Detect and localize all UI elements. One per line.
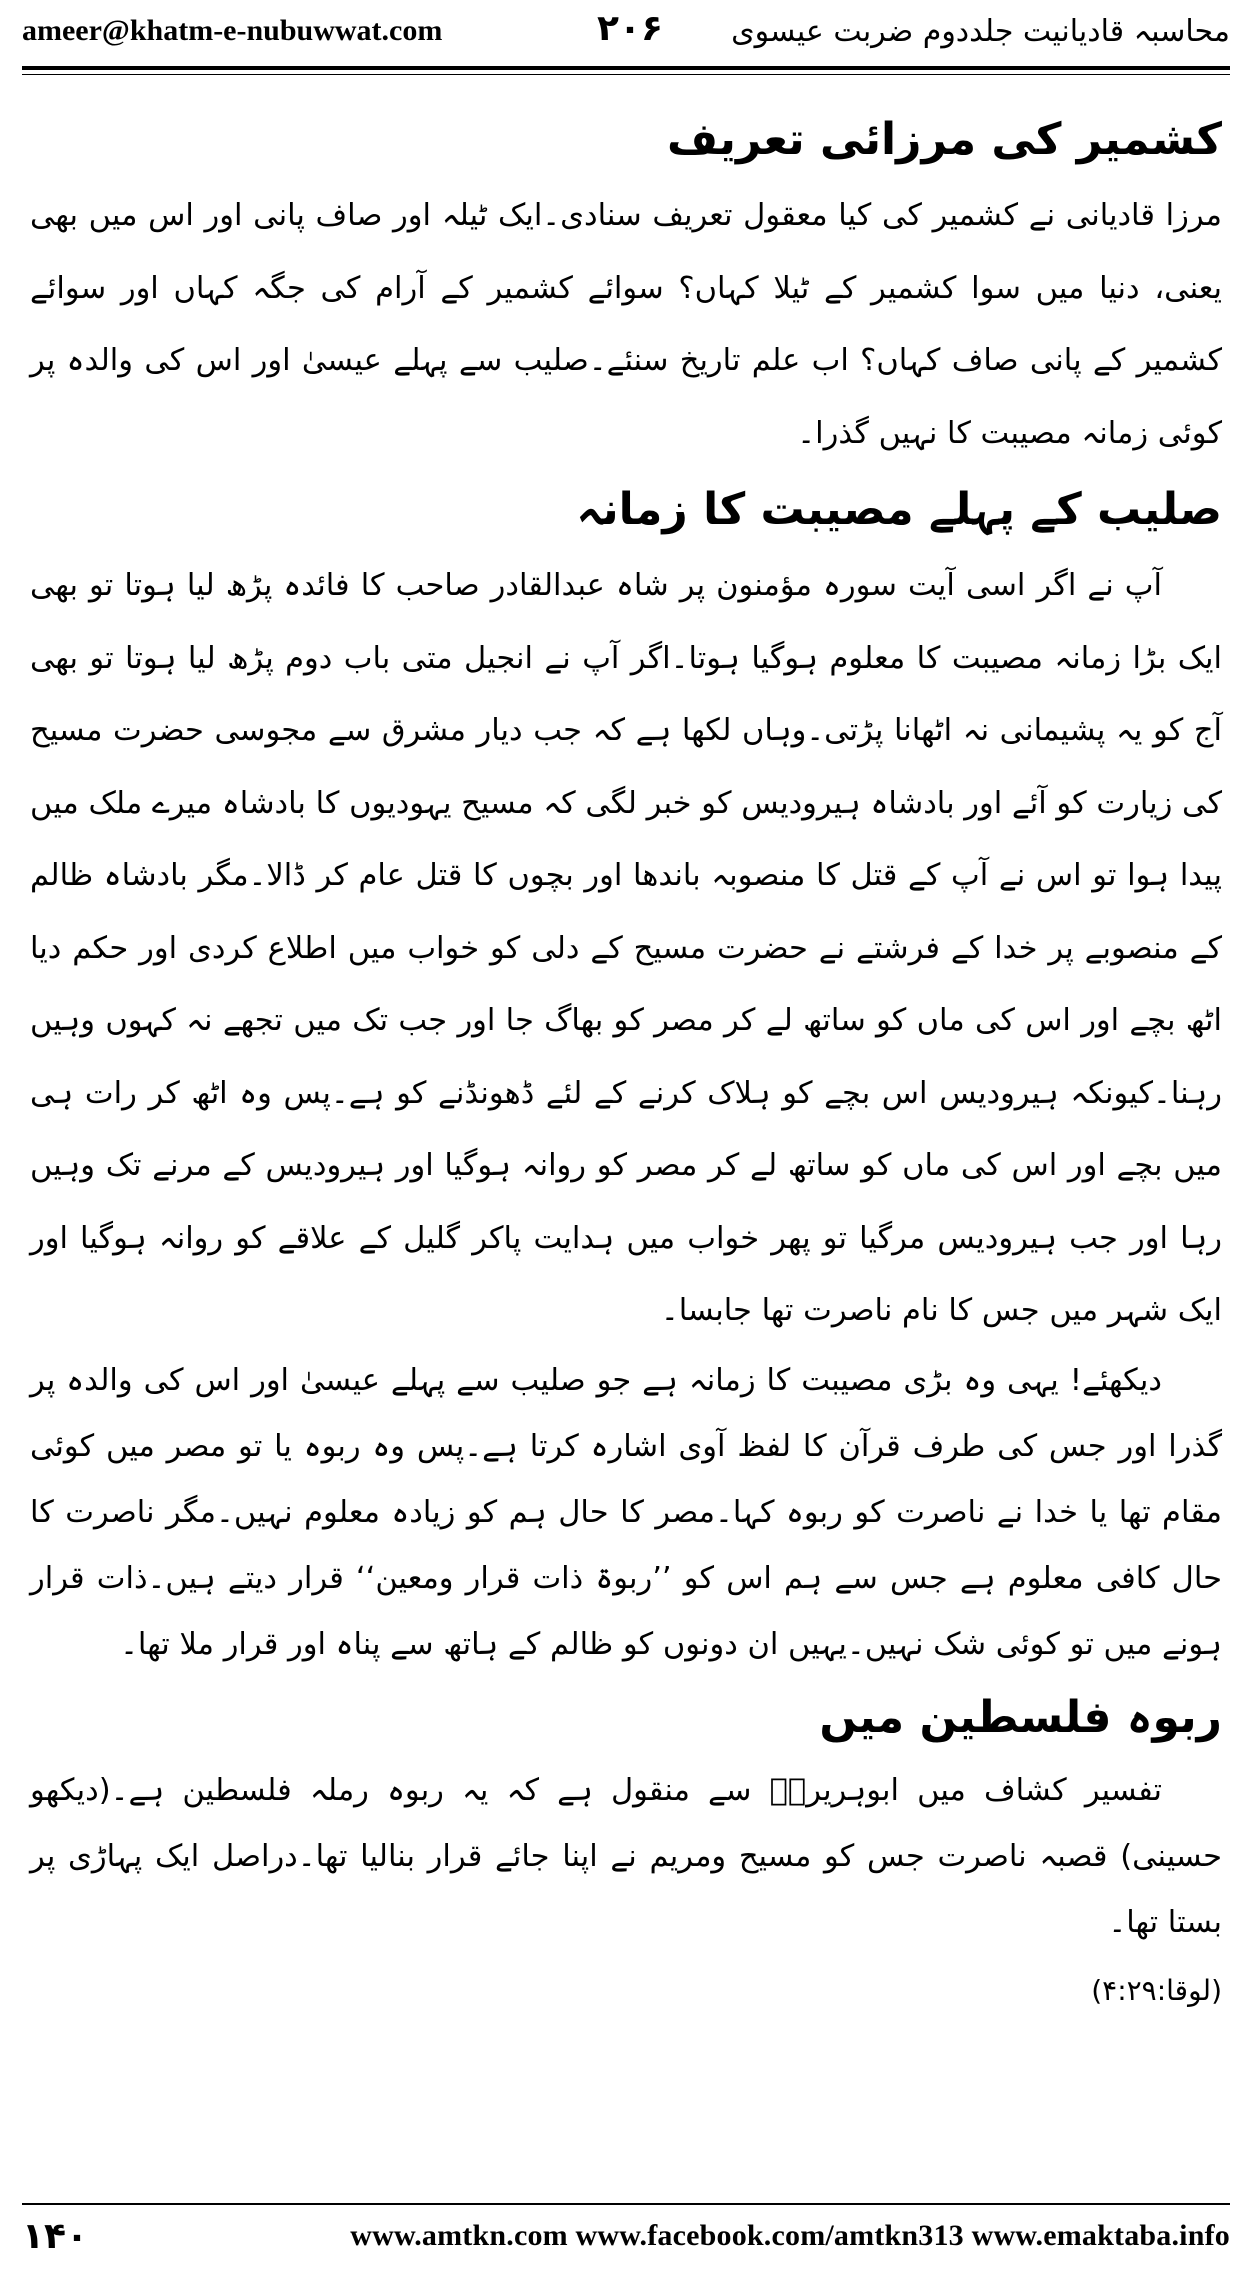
page-header <box>22 0 1230 62</box>
page-footer <box>22 2206 1230 2266</box>
paragraph-kashmir: مرزا قادیانی نے کشمیر کی کیا معقول تعریف سنادی۔ایک ٹیلہ اور صاف پانی اور اس میں بھی یعنی، دنیا میں سوا کشمیر کے ٹیلا کہاں؟ سوائے کشمیر کے آرام کی جگہ کہاں اور سوائے کشمیر کے پانی صاف کہاں؟ اب علم تاریخ سنئے۔صلیب سے پہلے عیسیٰ اور اس کی والدہ پر کوئی زمانہ مصیبت کا نہیں گذرا۔ <box>30 198 1222 451</box>
header-book-title: محاسبہ قادیانیت جلددوم ضربت عیسوی <box>731 13 1230 49</box>
paragraph-hardship-2: دیکھئے! یہی وہ بڑی مصیبت کا زمانہ ہے جو صلیب سے پہلے عیسیٰ اور اس کی والدہ پر گذرا اور جس کی طرف قرآن کا لفظ آوی اشارہ کرتا ہے۔پس وہ ربوہ یا تو مصر میں کوئی مقام تھا یا خدا نے ناصرت کو ربوہ کہا۔مصر کا حال ہم کو زیادہ معلوم نہیں۔مگر ناصرت کا حال کافی معلوم ہے جس سے ہم اس کو ’’ربوۃ ذات قرار ومعین‘‘ قرار دیتے ہیں۔ذات قرار ہونے میں تو کوئی شک نہیں۔یہیں ان دونوں کو ظالم کے ہاتھ سے پناہ اور قرار ملا تھا۔ <box>30 1362 1222 1662</box>
footer-links: www.amtkn.com www.facebook.com/amtkn313 www.emaktaba.info <box>350 2219 1230 2252</box>
section-heading-kashmir: کشمیر کی مرزائی تعریف <box>667 114 1222 165</box>
citation-luke: (لوقا:۴:۲۹) <box>1091 1973 1222 2007</box>
header-email: ameer@khatm-e-nubuwwat.com <box>22 14 443 47</box>
header-page-number: ۲۰۶ <box>597 8 663 49</box>
section-heading-rabwah-palestine: ربوہ فلسطین میں <box>819 1691 1222 1743</box>
header-divider <box>22 66 1230 70</box>
paragraph-rabwah: تفسیر کشاف میں ابوہریرہؓ سے منقول ہے کہ یہ ربوہ رملہ فلسطین ہے۔(دیکھو حسینی) قصبہ ناصرت جس کو مسیح ومریم نے اپنا جائے قرار بنالیا تھا۔دراصل ایک پہاڑی پر بستا تھا۔ <box>30 1772 1222 1940</box>
footer-page-number: ۱۴۰ <box>22 2215 88 2257</box>
footer-divider <box>22 2203 1230 2205</box>
section-heading-hardship: صلیب کے پہلے مصیبت کا زمانہ <box>576 484 1222 535</box>
header-divider-thin <box>22 74 1230 75</box>
paragraph-hardship-1: آپ نے اگر اسی آیت سورہ مؤمنون پر شاہ عبدالقادر صاحب کا فائدہ پڑھ لیا ہوتا تو بھی ایک بڑا زمانہ مصیبت کا معلوم ہوگیا ہوتا۔اگر آپ نے انجیل متی باب دوم پڑھ لیا ہوتا تو بھی آج کو یہ پشیمانی نہ اٹھانا پڑتی۔وہاں لکھا ہے کہ جب دیار مشرق سے مجوسی حضرت مسیح کی زیارت کو آئے اور بادشاہ ہیرودیس کو خبر لگی کہ مسیح یہودیوں کا بادشاہ میرے ملک میں پیدا ہوا تو اس نے آپ کے قتل کا منصوبہ باندھا اور بچوں کا قتل عام کر ڈالا۔مگر بادشاہ ظالم کے منصوبے پر خدا کے فرشتے نے حضرت مسیح کے دلی کو خواب میں اطلاع کردی اور حکم دیا اٹھ بچے اور اس کی ماں کو ساتھ لے کر مصر کو بھاگ جا اور جب تک میں تجھے نہ کہوں وہیں رہنا۔کیونکہ ہیرودیس اس بچے کو ہلاک کرنے کے لئے ڈھونڈنے کو ہے۔پس وہ اٹھ کر رات ہی میں بچے اور اس کی ماں کو ساتھ لے کر مصر کو روانہ ہوگیا اور ہیرودیس کے مرنے تک وہیں رہا اور جب ہیرودیس مرگیا تو پھر خواب میں ہدایت پاکر گلیل کے علاقے کو روانہ ہوگیا اور ایک شہر میں جس کا نام ناصرت تھا جابسا۔ <box>30 568 1222 1328</box>
page-body <box>30 100 1222 2080</box>
